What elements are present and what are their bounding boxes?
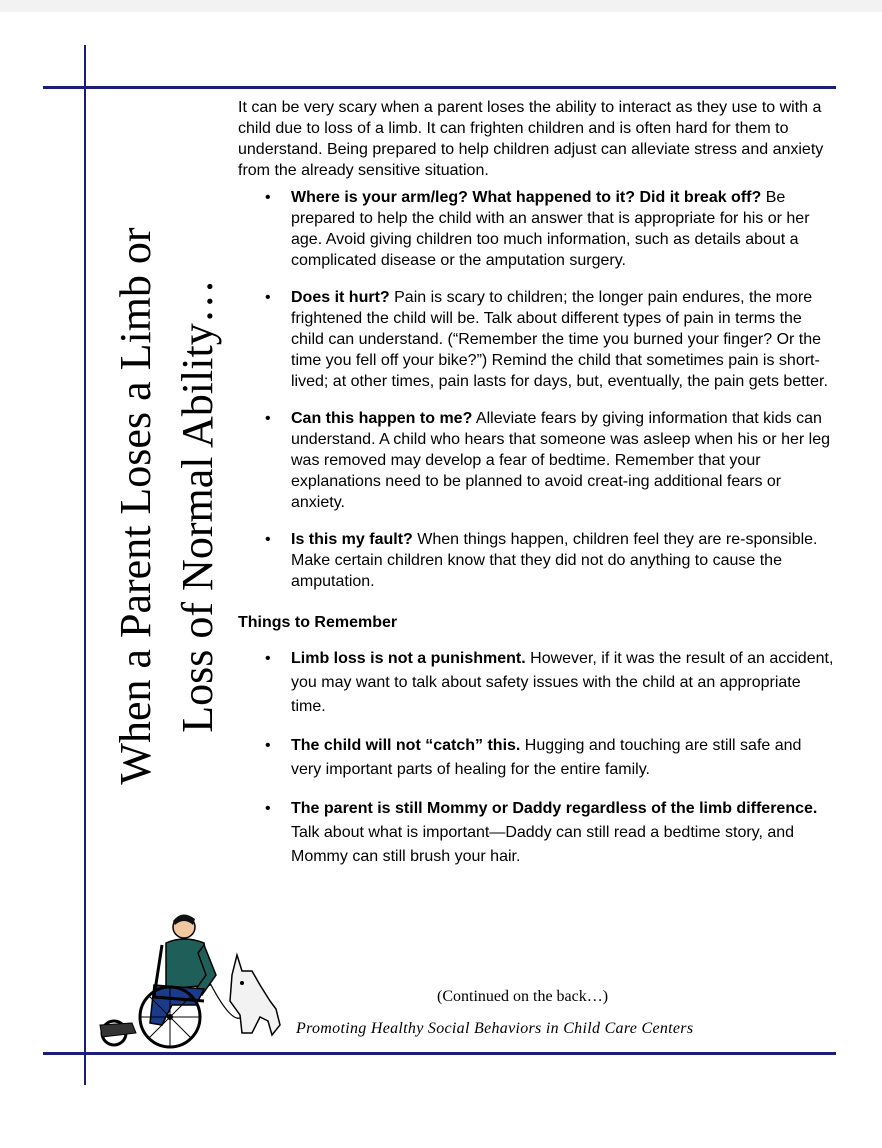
remember-item — [291, 647, 834, 719]
answer-text: Be prepared to help the child with an answer that is appropriate for his or her age. Avoid giving children too much information, such as details about a complicated disease or the amputation surgery. — [291, 189, 810, 269]
answer-text: When things happen, children feel they are re-sponsible. Make certain children know that they did not do anything to cause the amputation. — [291, 531, 818, 590]
intro-paragraph: It can be very scary when a parent loses the ability to interact as they use to with a child due to loss of a limb. It can frighten children and is often hard for them to understand. Being prepared to help children adjust can alleviate stress and anxiety from the already sensitive situation. — [238, 99, 824, 179]
question-text: Where is your arm/leg? What happened to it? Did it break off? — [291, 189, 762, 206]
question-item — [291, 187, 834, 271]
remember-list — [238, 647, 834, 869]
remember-point: Limb loss is not a punishment. — [291, 650, 526, 667]
answer-text: Pain is scary to children; the longer pain endures, the more frightened the child will be. Talk about different types of pain in terms the child can understand. (“Remember the time you burned your finger? Or the time you fell off your bike?”) Remind the child that sometimes pain is short-lived; at other times, pain lasts for days, but, eventually, the pain gets better. — [291, 289, 828, 390]
side-title — [72, 146, 262, 866]
top-strip — [0, 0, 882, 12]
side-title-text — [105, 146, 229, 866]
question-text: Can this happen to me? — [291, 410, 473, 427]
footer-tagline: Promoting Healthy Social Behaviors in Child Care Centers — [296, 1020, 694, 1037]
question-text: Is this my fault? — [291, 531, 413, 548]
remember-item — [291, 797, 834, 869]
remember-detail: Talk about what is important—Daddy can still read a bedtime story, and Mommy can still brush your hair. — [291, 824, 795, 865]
question-item — [291, 529, 834, 592]
answer-text: Alleviate fears by giving information that kids can understand. A child who hears that someone was asleep when his or her leg was removed may develop a fear of bedtime. Remember that your explanations need to be planned to avoid creat-ing additional fears or anxiety. — [291, 410, 830, 511]
question-text: Does it hurt? — [291, 289, 390, 306]
side-title-line2: Loss of Normal Ability… — [173, 279, 222, 733]
remember-detail: Hugging and touching are still safe and very important parts of healing for the entire family. — [291, 737, 802, 778]
side-title-line1: When a Parent Loses a Limb or — [111, 227, 160, 785]
remember-point: The parent is still Mommy or Daddy regardless of the limb difference. — [291, 800, 818, 817]
top-rule — [43, 86, 836, 89]
questions-list — [238, 187, 834, 592]
remember-detail: However, if it was the result of an accident, you may want to talk about safety issues with the child at an appropriate time. — [291, 650, 834, 715]
remember-point: The child will not “catch” this. — [291, 737, 521, 754]
question-item — [291, 287, 834, 392]
question-item — [291, 408, 834, 513]
remember-item — [291, 734, 834, 782]
continued-note: (Continued on the back…) — [437, 988, 609, 1005]
main-content — [238, 97, 834, 884]
wheelchair-dog-illustration — [92, 905, 287, 1055]
section-heading: Things to Remember — [238, 614, 398, 631]
